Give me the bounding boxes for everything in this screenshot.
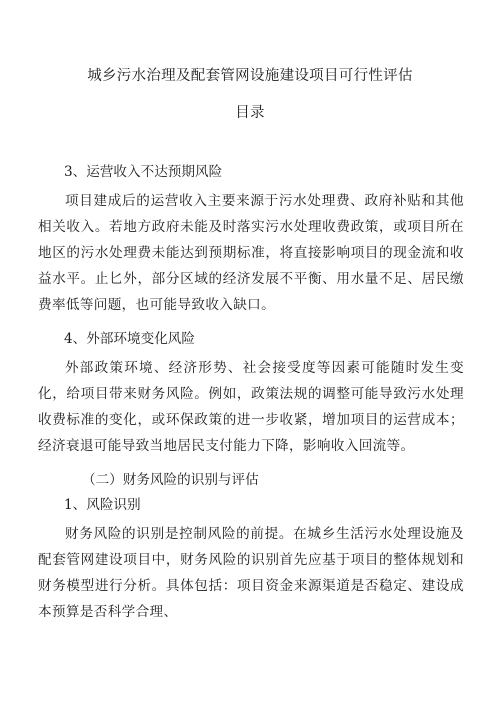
section-heading-3: 3、运营收入不达预期风险 [64,164,223,180]
subsection-paragraph-1: 财务风险的识别是控制风险的前提。在城乡生活污水处理设施及配套管网建设项目中，财务风险的识别首先应基于项目的整体规划和财务模型进行分析。具体包括：项目资金来源渠道是否稳定、建设成本预算是否科学合理、 [38,526,464,620]
part-heading-2: （二）财务风险的识别与评估 [82,472,259,488]
subsection-heading-1: 1、风险识别 [64,497,141,513]
section-paragraph-3: 项目建成后的运营收入主要来源于污水处理费、政府补贴和其他相关收入。若地方政府未能及时落实污水处理收费政策，或项目所在地区的污水处理费未能达到预期标准，将直接影响项目的现金流和收益水平。止匕外，部分区域的经济发展不平衡、用水量不足、居民缴费率低等问题，也可能导致收入缺口。 [38,193,464,313]
document-title: 城乡污水治理及配套管网设施建设项目可行性评估 [87,68,413,84]
document-body [38,163,464,637]
section-paragraph-4: 外部政策环境、经济形势、社会接受度等因素可能随时发生变化，给项目带来财务风险。例如，政策法规的调整可能导致污水处理收费标准的变化，或环保政策的进一步收紧，增加项目的运营成本；经济衰退可能导致当地居民支付能力下降，影响收入回流等。 [38,360,464,454]
toc-label: 目录 [235,105,265,121]
section-heading-4: 4、外部环境变化风险 [64,331,195,347]
